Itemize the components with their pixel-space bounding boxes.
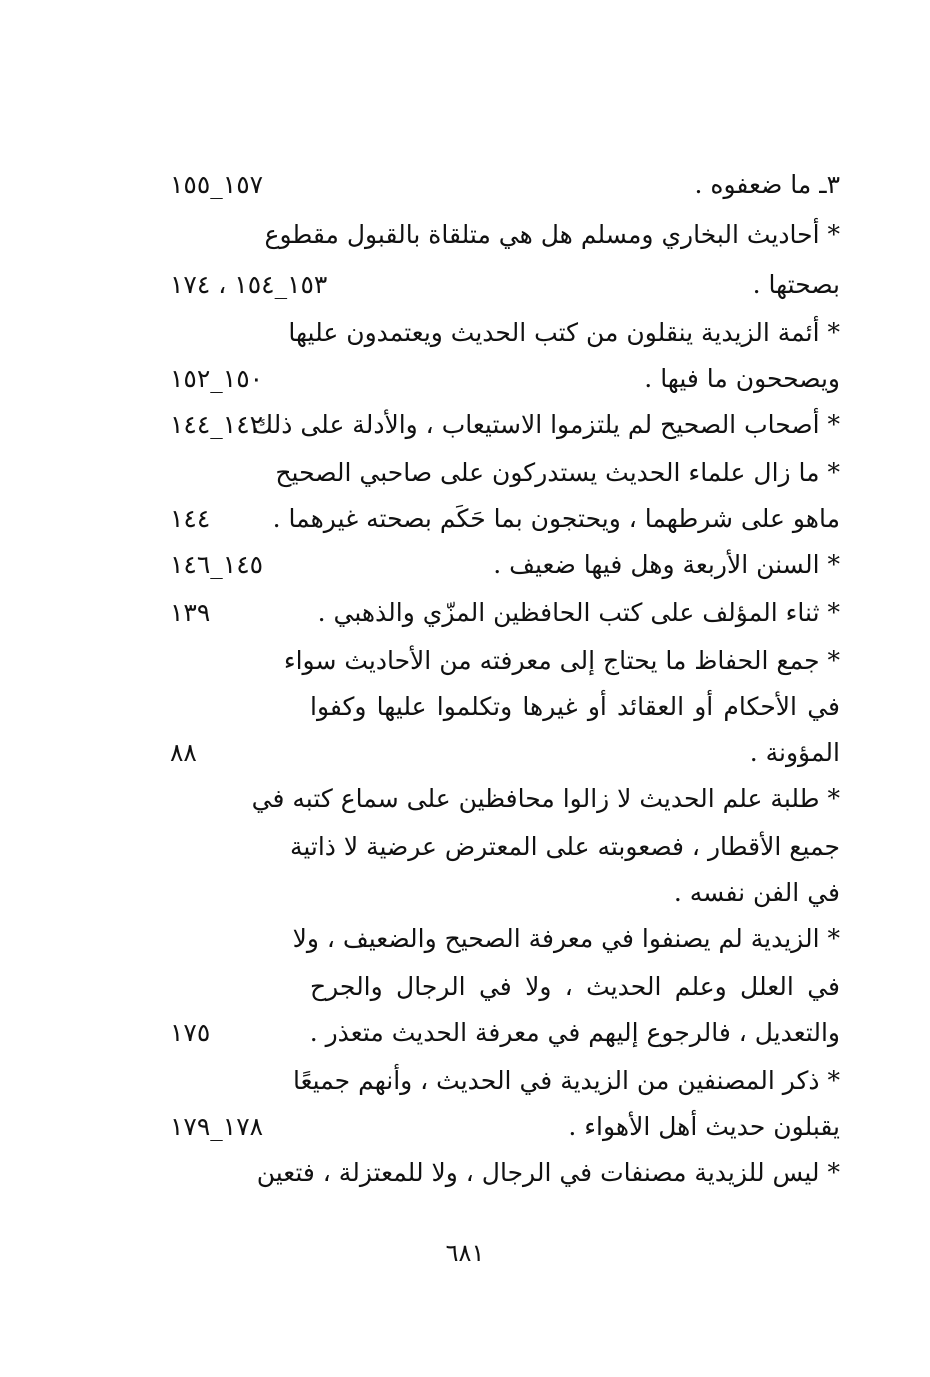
index-line [160, 1150, 840, 1196]
index-line [160, 824, 840, 870]
page-reference: ١٣٩ [170, 598, 211, 627]
page-reference: ١٥٠_١٥٢ [170, 364, 264, 393]
entry-text: * ذكر المصنفين من الزيدية في الحديث ، وأنهم جميعًا [293, 1066, 840, 1095]
index-line [160, 1058, 840, 1104]
index-line [160, 212, 840, 258]
index-line [160, 496, 840, 542]
index-line [160, 310, 840, 356]
entry-text: جميع الأقطار ، فصعوبته على المعترض عرضية لا ذاتية [289, 832, 840, 861]
entry-text: * السنن الأربعة وهل فيها ضعيف . [493, 550, 840, 579]
entry-text: ماهو على شرطهما ، ويحتجون بما حَكَم بصحته غيرهما . [272, 504, 840, 533]
entry-text: المؤونة . [749, 738, 840, 767]
entry-text: بصحتها . [752, 270, 840, 299]
entry-text: يقبلون حديث أهل الأهواء . [568, 1112, 840, 1141]
index-line [160, 450, 840, 496]
entry-text: * ثناء المؤلف على كتب الحافظين المزّي والذهبي . [317, 598, 840, 627]
entry-text: * طلبة علم الحديث لا زالوا محافظين على سماع كتبه في [251, 784, 840, 813]
index-line [160, 542, 840, 588]
index-line [160, 1104, 840, 1150]
page-number: ٦٨١ [445, 1239, 485, 1267]
entry-text: ويصححون ما فيها . [644, 364, 840, 393]
index-line [160, 162, 840, 208]
page-reference: ٨٨ [170, 738, 197, 767]
index-line [160, 776, 840, 822]
page-reference: ١٥٣_١٥٤ ، ١٧٤ [170, 270, 328, 299]
entry-text: * الزيدية لم يصنفوا في معرفة الصحيح والضعيف ، ولا [292, 924, 840, 953]
index-line [160, 964, 840, 1010]
entry-text: * جمع الحفاظ ما يحتاج إلى معرفته من الأحاديث سواء [283, 646, 840, 675]
index-line [160, 638, 840, 684]
entry-text: ٣ـ ما ضعفوه . [694, 170, 840, 199]
page-reference: ١٤٤ [170, 504, 211, 533]
index-line [160, 262, 840, 308]
entry-text: * أئمة الزيدية ينقلون من كتب الحديث ويعتمدون عليها [288, 318, 840, 347]
entry-text: * أحاديث البخاري ومسلم هل هي متلقاة بالقبول مقطوع [264, 220, 840, 249]
entry-text: * أصحاب الصحيح لم يلتزموا الاستيعاب ، والأدلة على ذلك [252, 410, 840, 439]
entry-text: * ما زال علماء الحديث يستدركون على صاحبي الصحيح [275, 458, 840, 487]
index-line [160, 684, 840, 730]
index-line [160, 730, 840, 776]
entry-text: في الأحكام أو العقائد أو غيرها وتكلموا عليها وكفوا [310, 692, 840, 721]
index-line [160, 402, 840, 448]
page-reference: ١٧٥ [170, 1018, 211, 1047]
entry-text: في الفن نفسه . [673, 878, 840, 907]
page-reference: ١٤٢_١٤٤ [170, 410, 264, 439]
index-line [160, 870, 840, 916]
entry-text: والتعديل ، فالرجوع إليهم في معرفة الحديث متعذر . [309, 1018, 840, 1047]
page-reference: ١٥٧_١٥٥ [170, 170, 264, 199]
index-line [160, 916, 840, 962]
page-reference: ١٤٥_١٤٦ [170, 550, 264, 579]
entry-text: في العلل وعلم الحديث ، ولا في الرجال والجرح [310, 972, 840, 1001]
entry-text: * ليس للزيدية مصنفات في الرجال ، ولا للمعتزلة ، فتعين [256, 1158, 840, 1187]
page-reference: ١٧٨_١٧٩ [170, 1112, 264, 1141]
index-line [160, 1010, 840, 1056]
index-line [160, 590, 840, 636]
index-line [160, 356, 840, 402]
